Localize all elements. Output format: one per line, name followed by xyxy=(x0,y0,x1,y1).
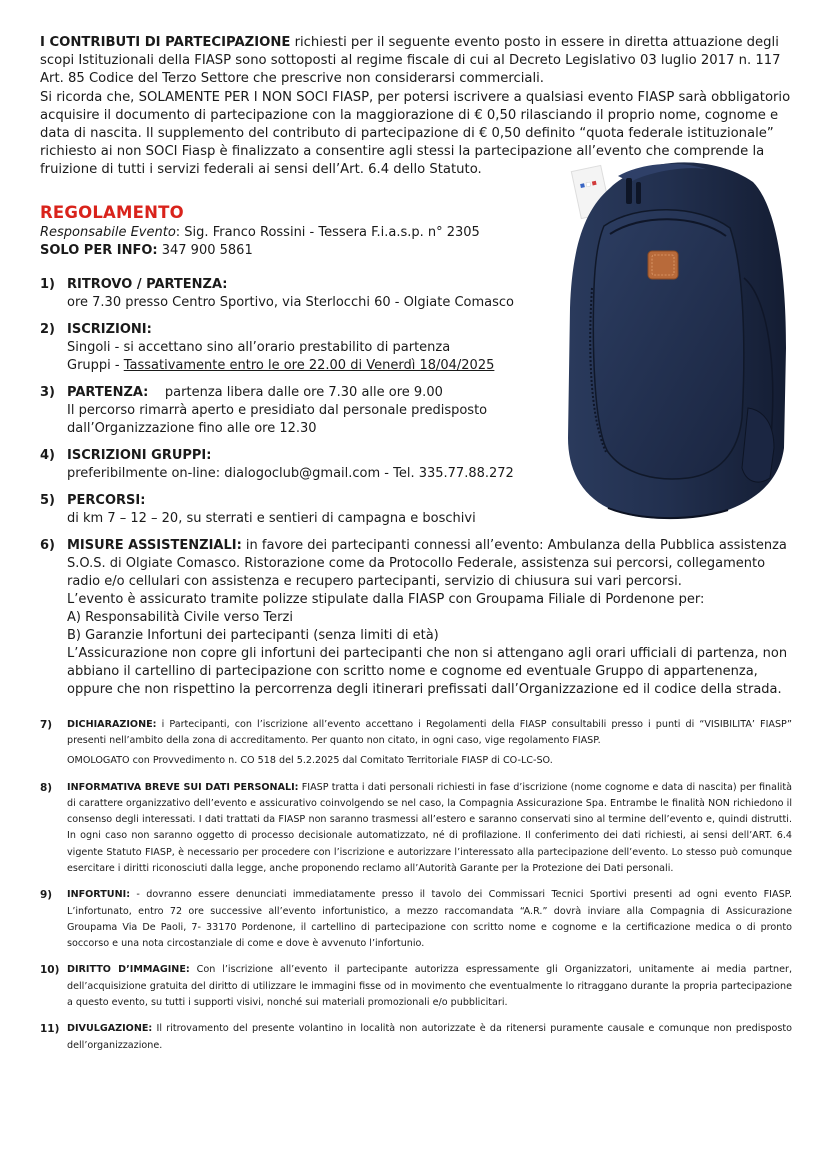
item-iscrizioni-gruppi xyxy=(40,447,557,483)
item-text: ore 7.30 presso Centro Sportivo, via Sterlocchi 60 - Olgiate Comasco xyxy=(67,294,515,310)
note-dichiarazione xyxy=(40,717,792,770)
item-heading-line xyxy=(67,384,557,402)
note-divulgazione xyxy=(40,1021,792,1054)
regolamento-title: REGOLAMENTO xyxy=(40,202,184,222)
note-diritto-immagine xyxy=(40,962,792,1011)
item-heading-rest: partenza libera dalle ore 7.30 alle ore 9.00 xyxy=(148,384,443,400)
item-number: 6) xyxy=(40,537,55,553)
note-heading: DICHIARAZIONE: xyxy=(67,718,157,730)
intro-text-1: richiesti per il seguente evento posto in essere in diretta attuazione degli scopi Istituzionali della FIASP sono sottoposti al regime fiscale di cui al Decreto Legislativo 03 luglio 2017 n. 117 Art. 85 Codice del Terzo Settore che prescrive non considerarsi commerciali. xyxy=(40,35,781,87)
item-heading-line xyxy=(67,537,792,591)
responsabile-label: Responsabile Evento xyxy=(40,224,176,240)
item-heading: MISURE ASSISTENZIALI: xyxy=(67,537,242,553)
item-text: L’Assicurazione non copre gli infortuni dei partecipanti che non si attengano agli orari ufficiali di partenza, non abbiano il cartellino di partecipazione con scritto nome e cognome ed eventuale Gruppo di appartenenza, oppure che non rispettino la percorrenza degli itinerari prefissati dall’Organizzazione ed il codice della strada. xyxy=(67,645,788,697)
backpack-photo-icon xyxy=(548,148,793,533)
item-number: 5) xyxy=(40,492,55,508)
item-number: 2) xyxy=(40,321,55,337)
item-text-prefix: Gruppi - xyxy=(67,357,124,373)
note-paragraph xyxy=(67,780,792,878)
item-heading-rest: in favore dei partecipanti connessi all’evento: Ambulanza della Pubblica assistenza S.O.S. di Olgiate Comasco. Ristorazione come da Protocollo Federale, assistenza sui percorsi, collegamento radio e/o cellulari con assistenza e recupero partecipanti, servizio di chiusura sui vari percorsi. xyxy=(67,537,787,589)
item-partenza xyxy=(40,384,557,438)
item-misure-assistenziali xyxy=(40,537,792,699)
note-number: 9) xyxy=(40,889,53,902)
note-infortuni xyxy=(40,887,792,952)
note-text: - dovranno essere denunciati immediatamente presso il tavolo dei Commissari Tecnici Sportivi presenti ad ogni evento FIASP. L’infortunato, entro 72 ore successive all’evento infortunistico, a mezzo raccomandata “A.R.” dovrà inviare alla Compagnia di Assicurazione Groupama Via De Paoli, 7- 33170 Pordenone, il cartellino di partecipazione con scritto nome e cognome e la certificazione medica o di pronto soccorso e una nota circostanziale di come e dove è avvenuto l’infortunio. xyxy=(67,889,792,950)
item-heading: PARTENZA: xyxy=(67,384,149,400)
note-number: 10) xyxy=(40,964,60,977)
item-percorsi xyxy=(40,492,557,528)
note-heading: INFORTUNI: xyxy=(67,889,131,901)
note-paragraph xyxy=(67,1021,792,1054)
item-number: 3) xyxy=(40,384,55,400)
note-heading: INFORMATIVA BREVE SUI DATI PERSONALI: xyxy=(67,781,299,793)
item-text: L’evento è assicurato tramite polizze stipulate dalla FIASP con Groupama Filiale di Pordenone per: xyxy=(67,591,705,607)
note-dati-personali xyxy=(40,780,792,878)
item-heading: PERCORSI: xyxy=(67,492,146,508)
note-text: Con l’iscrizione all’evento il partecipante autorizza espressamente gli Organizzatori, unitamente ai media partner, dell’acquisizione gratuita del diritto di utilizzare le immagini fisse od in movimento che eventualmente lo ritraggano durante la propria partecipazione a questo evento, su tutti i supporti visivi, nonché sui materiali promozionali e/o pubblicitari. xyxy=(67,964,793,1009)
note-text: i Partecipanti, con l’iscrizione all’evento accettano i Regolamenti della FIASP consultabili presso i punti di “VISIBILITA’ FIASP” presenti nell’ambito della zona di accreditamento. Per quanto non citato, in ogni caso, vige regolamento FIASP. xyxy=(67,718,792,746)
item-heading: ISCRIZIONI: xyxy=(67,321,152,337)
intro-paragraph-2: Si ricorda che, SOLAMENTE PER I NON SOCI FIASP, per potersi iscrivere a qualsiasi evento FIASP sarà obbligatorio acquisire il documento di partecipazione con la maggiorazione di € 0,50 rilasciando il proprio nome, cognome e data di nascita. Il supplemento del contributo di partecipazione di € 0,50 definito “quota federale istituzionale” richiesto ai non SOCI Fiasp è finalizzato a consentire agli stessi la partecipazione all’evento che comprende la fruizione di tutti i servizi federali ai sensi dell’Art. 6.4 dello Statuto. xyxy=(40,89,791,178)
item-ritrovo xyxy=(40,276,557,312)
item-number: 1) xyxy=(40,276,55,292)
item-text: B) Garanzie Infortuni dei partecipanti (senza limiti di età) xyxy=(67,627,439,643)
item-number: 4) xyxy=(40,447,55,463)
item-text: preferibilmente on-line: dialogoclub@gmail.com - Tel. 335.77.88.272 xyxy=(67,465,514,481)
note-number: 7) xyxy=(40,718,53,731)
item-text xyxy=(67,357,557,375)
item-heading: RITROVO / PARTENZA: xyxy=(67,276,228,292)
note-heading: DIRITTO D’IMMAGINE: xyxy=(67,964,190,976)
deadline-text: Tassativamente entro le ore 22.00 di Venerdì 18/04/2025 xyxy=(123,357,495,373)
responsabile-value: : Sig. Franco Rossini - Tessera F.i.a.s.p. n° 2305 xyxy=(175,224,480,240)
intro-paragraph-1 xyxy=(40,34,792,89)
note-paragraph xyxy=(67,962,792,1011)
note-heading: DIVULGAZIONE: xyxy=(67,1023,153,1035)
info-phone: 347 900 5861 xyxy=(157,242,253,258)
item-text: Il percorso rimarrà aperto e presidiato dal personale predisposto xyxy=(67,402,488,418)
item-iscrizioni xyxy=(40,321,557,375)
item-text: A) Responsabilità Civile verso Terzi xyxy=(67,609,293,625)
item-text: dall’Organizzazione fino alle ore 12.30 xyxy=(67,420,317,436)
note-omologato: OMOLOGATO con Provvedimento n. CO 518 del 5.2.2025 dal Comitato Territoriale FIASP di CO-LC-SO. xyxy=(67,755,553,767)
intro-bold-lead: I CONTRIBUTI DI PARTECIPAZIONE xyxy=(40,35,291,50)
note-text: Il ritrovamento del presente volantino in località non autorizzate è da ritenersi puramente causale e comunque non predisposto dell’organizzazione. xyxy=(67,1023,792,1051)
note-text: FIASP tratta i dati personali richiesti in fase d’iscrizione (nome cognome e data di nascita) per finalità di carattere organizzativo dell’evento e assicurativo coinvolgendo se nel caso, la Compagnia Assicurazione Spa. Entrambe le finalità NON richiedono il consenso degli interessati. I dati trattati da FIASP non saranno trasmessi all’estero e saranno conservati sino al termine dell’evento e, quindi distrutti. In ogni caso non saranno oggetto di processo decisionale automatizzato, né di profilazione. Il conferimento dei dati richiesti, ai sensi dell’ART. 6.4 vigente Statuto FIASP, è necessario per procedere con l’iscrizione e autorizzare l’interessato alla partecipazione dell’evento. Lo stesso può comunque esercitare i diritti riconosciuti dalla legge, anche proponendo reclamo all’Autorità Garante per la Protezione dei Dati personali. xyxy=(67,781,792,874)
info-label: SOLO PER INFO: xyxy=(40,242,158,258)
item-text: di km 7 – 12 – 20, su sterrati e sentieri di campagna e boschivi xyxy=(67,510,476,526)
note-number: 11) xyxy=(40,1023,60,1036)
note-paragraph xyxy=(67,717,792,750)
item-text: Singoli - si accettano sino all’orario prestabilito di partenza xyxy=(67,339,451,355)
item-heading: ISCRIZIONI GRUPPI: xyxy=(67,447,212,463)
note-paragraph xyxy=(67,887,792,952)
note-number: 8) xyxy=(40,781,53,794)
